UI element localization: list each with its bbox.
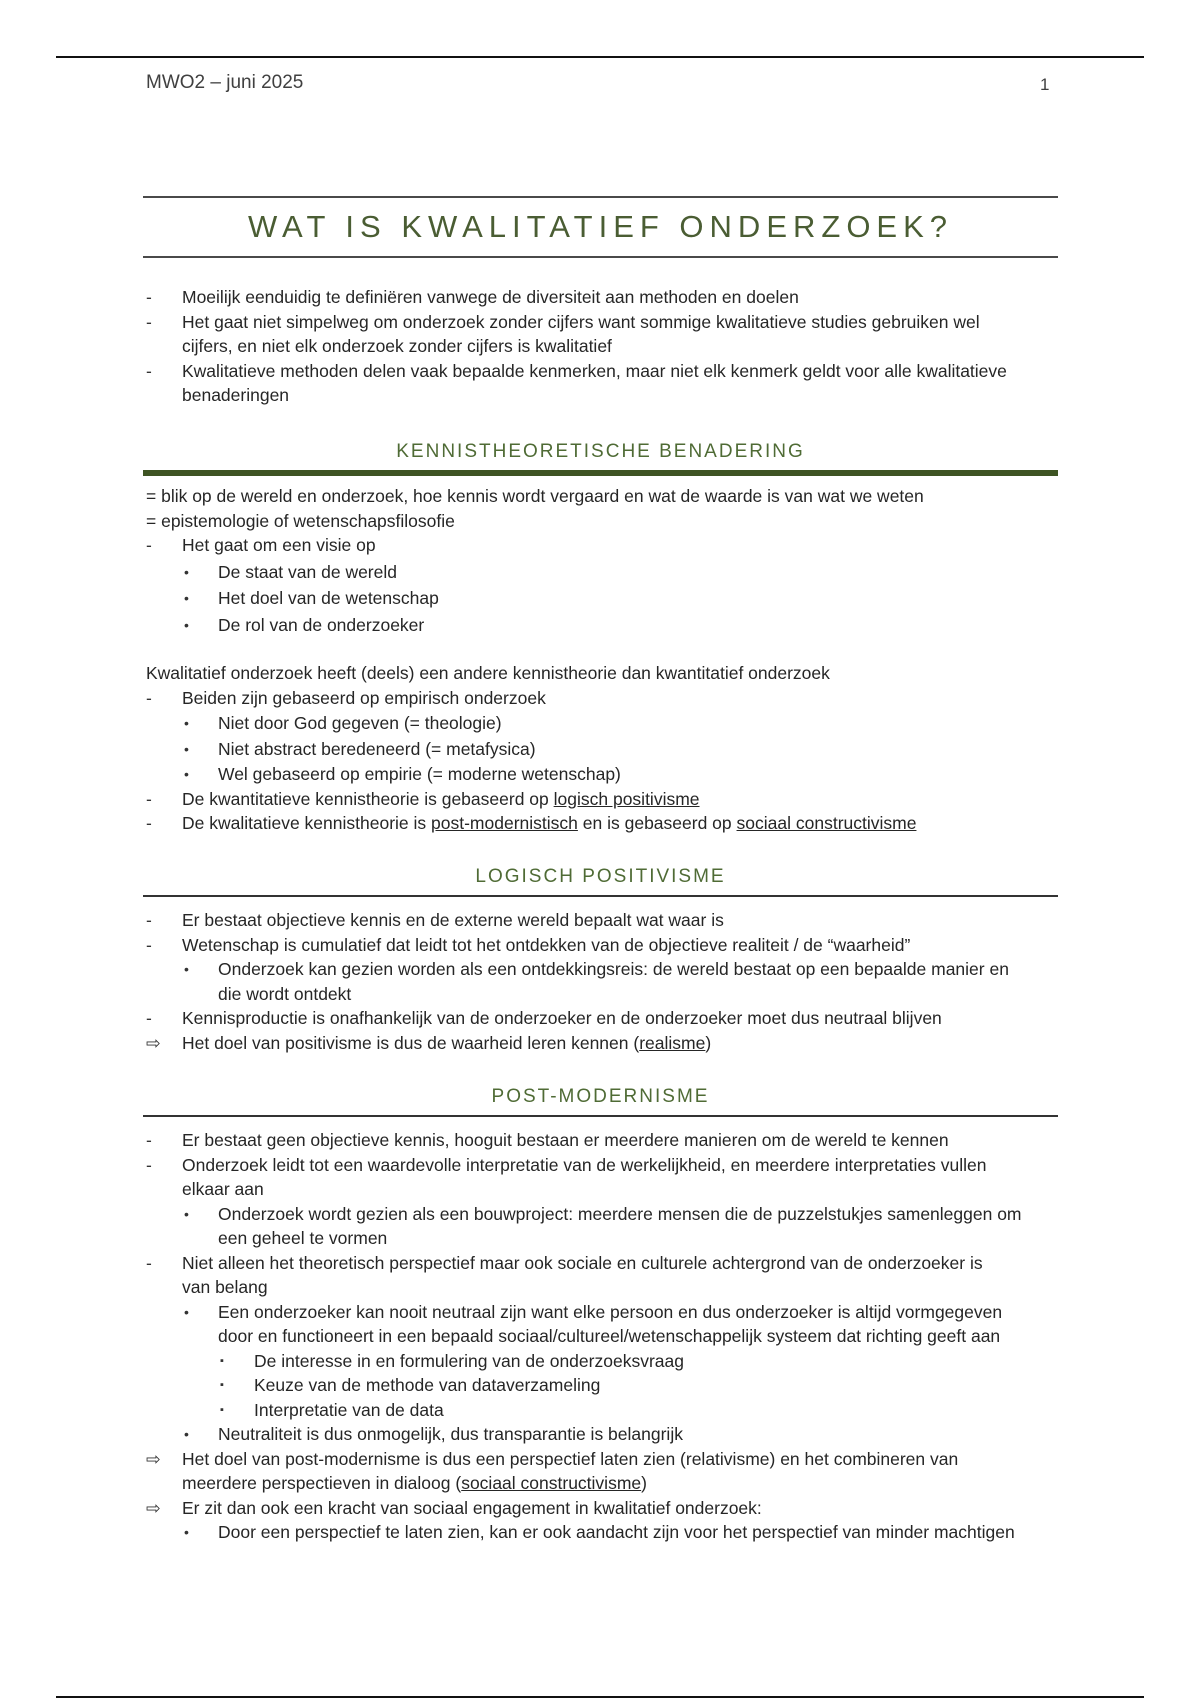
section-logisch-positivisme-body xyxy=(146,908,1066,1055)
sub-bullet-item: ▪ Keuze van de methode van dataverzameling xyxy=(220,1375,601,1395)
list-item: - Het gaat niet simpelweg om onderzoek zonder cijfers want sommige kwalitatieve studies gebruiken wel xyxy=(146,311,980,332)
section-kennistheoretische-body xyxy=(146,484,1066,836)
header-course-date: MWO2 – juni 2025 xyxy=(146,72,304,93)
definition-line: = blik op de wereld en onderzoek, hoe kennis wordt vergaard en wat de waarde is van wat we weten xyxy=(146,486,924,506)
list-item: - De kwalitatieve kennistheorie is post-modernistisch en is gebaseerd op sociaal constructivisme xyxy=(146,813,917,833)
bullet-item: • Een onderzoeker kan nooit neutraal zijn want elke persoon en dus onderzoeker is altijd vormgegeven xyxy=(184,1301,1003,1322)
bullet-item: • Door een perspectief te laten zien, kan er ook aandacht zijn voor het perspectief van minder machtigen xyxy=(184,1522,1015,1542)
paragraph-line: Kwalitatief onderzoek heeft (deels) een andere kennistheorie dan kwantitatief onderzoek xyxy=(146,663,830,683)
list-item: - Er bestaat geen objectieve kennis, hooguit bestaan er meerdere manieren om de wereld te kennen xyxy=(146,1130,949,1150)
bullet-item-continuation: door en functioneert in een bepaald sociaal/cultureel/wetenschappelijk systeem dat richting geeft aan xyxy=(218,1326,1001,1346)
definition-line: = epistemologie of wetenschapsfilosofie xyxy=(146,510,455,531)
section-rule xyxy=(143,470,1058,476)
underlined-term: post-modernistisch xyxy=(431,813,578,833)
underlined-term: sociaal constructivisme xyxy=(461,1473,642,1493)
list-item: - Wetenschap is cumulatief dat leidt tot het ontdekken van de objectieve realiteit / de “waarheid” xyxy=(146,934,911,955)
list-item-continuation: elkaar aan xyxy=(182,1179,264,1199)
bullet-item: • Onderzoek wordt gezien als een bouwproject: meerdere mensen die de puzzelstukjes samenleggen om xyxy=(184,1203,1022,1224)
page-bottom-rule xyxy=(56,1696,1144,1698)
title-box xyxy=(143,196,1058,258)
conclusion-item: ⇨ Het doel van positivisme is dus de waarheid leren kennen (realisme) xyxy=(146,1031,1066,1056)
conclusion-item: ⇨ Er zit dan ook een kracht van sociaal engagement in kwalitatief onderzoek: xyxy=(146,1496,1066,1521)
list-item: - Beiden zijn gebaseerd op empirisch onderzoek xyxy=(146,687,546,708)
bullet-item-continuation: die wordt ontdekt xyxy=(218,983,352,1004)
arrow-icon: ⇨ xyxy=(146,1448,161,1469)
page-top-rule xyxy=(56,56,1144,58)
list-item: - Kwalitatieve methoden delen vaak bepaalde kenmerken, maar niet elk kenmerk geldt voor alle kwalitatieve xyxy=(146,360,1007,381)
arrow-icon: ⇨ xyxy=(146,1032,161,1053)
list-item-continuation: van belang xyxy=(182,1277,268,1297)
bullet-item: • De rol van de onderzoeker xyxy=(184,614,425,635)
bullet-item: • Onderzoek kan gezien worden als een ontdekkingsreis: de wereld bestaat op een bepaalde manier en xyxy=(184,959,1009,979)
bullet-item: • Niet abstract beredeneerd (= metafysica) xyxy=(184,738,536,759)
list-item: - Onderzoek leidt tot een waardevolle interpretatie van de werkelijkheid, en meerdere interpretaties vullen xyxy=(146,1154,987,1175)
section-title-post-modernisme: POST-MODERNISME xyxy=(491,1086,710,1107)
section-title-logisch-positivisme: LOGISCH POSITIVISME xyxy=(475,866,726,887)
header-page-number: 1 xyxy=(1040,75,1050,94)
conclusion-item: ⇨ Het doel van post-modernisme is dus een perspectief laten zien (relativisme) en het combineren van xyxy=(146,1447,1066,1472)
list-item: - Niet alleen het theoretisch perspectief maar ook sociale en culturele achtergrond van de onderzoeker is xyxy=(146,1252,983,1273)
section-rule xyxy=(143,1115,1058,1117)
bullet-item: • De staat van de wereld xyxy=(184,561,397,582)
page-title: WAT IS KWALITATIEF ONDERZOEK? xyxy=(247,209,954,244)
section-post-modernisme-body xyxy=(146,1128,1066,1545)
bullet-item: • Neutraliteit is dus onmogelijk, dus transparantie is belangrijk xyxy=(184,1424,683,1444)
conclusion-item-continuation: meerdere perspectieven in dialoog (sociaal constructivisme) xyxy=(182,1473,647,1493)
list-item: - Moeilijk eenduidig te definiëren vanwege de diversiteit aan methoden en doelen xyxy=(146,287,799,307)
list-item: - Het gaat om een visie op xyxy=(146,535,376,555)
bullet-item: • Niet door God gegeven (= theologie) xyxy=(184,713,502,733)
sub-bullet-item: ▪ De interesse in en formulering van de onderzoeksvraag xyxy=(220,1350,684,1371)
list-item: - Kennisproductie is onafhankelijk van de onderzoeker en de onderzoeker moet dus neutraal blijven xyxy=(146,1008,942,1028)
section-rule xyxy=(143,895,1058,897)
underlined-term: logisch positivisme xyxy=(553,788,700,809)
list-item-continuation: benaderingen xyxy=(182,385,290,405)
section-title-kennistheoretische: KENNISTHEORETISCHE BENADERING xyxy=(396,441,805,462)
sub-bullet-item: ▪ Interpretatie van de data xyxy=(220,1399,444,1420)
underlined-term: sociaal constructivisme xyxy=(736,813,917,833)
list-item-continuation: cijfers, en niet elk onderzoek zonder cijfers is kwalitatief xyxy=(182,336,612,356)
list-item: - De kwantitatieve kennistheorie is gebaseerd op logisch positivisme xyxy=(146,788,700,809)
intro-list xyxy=(146,285,1066,408)
bullet-item-continuation: een geheel te vormen xyxy=(218,1228,388,1248)
underlined-term: realisme xyxy=(639,1032,706,1053)
bullet-item: • Wel gebaseerd op empirie (= moderne wetenschap) xyxy=(184,764,621,784)
bullet-item: • Het doel van de wetenschap xyxy=(184,588,439,608)
list-item: - Er bestaat objectieve kennis en de externe wereld bepaalt wat waar is xyxy=(146,910,724,930)
arrow-icon: ⇨ xyxy=(146,1497,161,1518)
